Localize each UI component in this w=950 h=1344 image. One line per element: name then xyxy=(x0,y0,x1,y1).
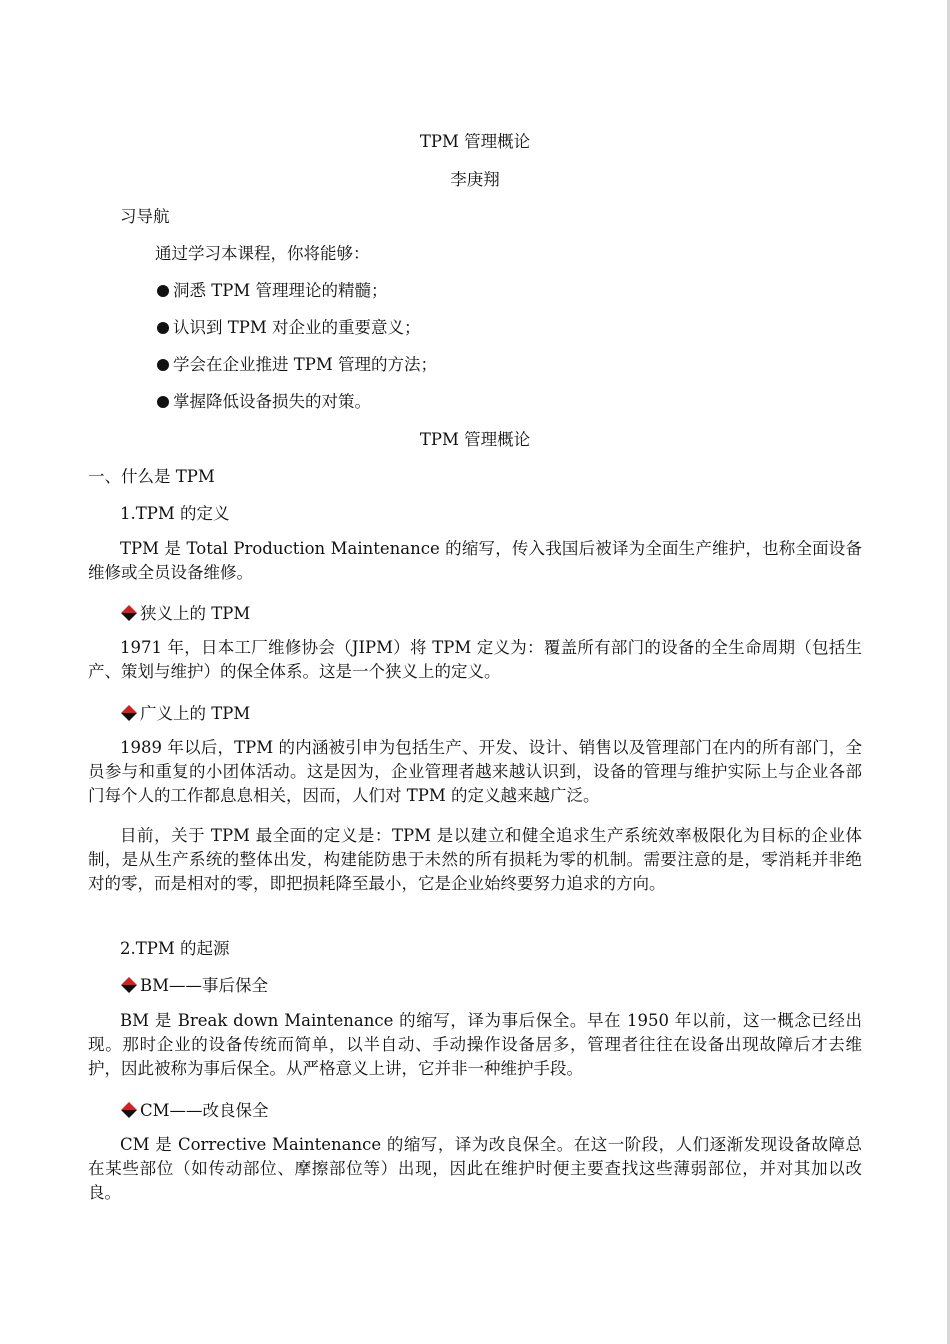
doc-title: TPM 管理概论 xyxy=(419,132,531,151)
heading-definition: 1.TPM 的定义 xyxy=(120,504,230,523)
goal-item: 学会在企业推进 TPM 管理的方法； xyxy=(157,351,437,375)
nav-heading: 习导航 xyxy=(120,207,170,226)
paragraph-cm: CM 是 Corrective Maintenance 的缩写，译为改良保全。在这一阶段，人们逐渐发现设备故障总在某些部位（如传动部位、摩擦部位等）出现，因此在维护时便主要查找这些薄弱部位，并对其加以改良。 xyxy=(88,1135,862,1202)
paragraph-narrow-tpm: 1971 年，日本工厂维修协会（JIPM）将 TPM 定义为：覆盖所有部门的设备的全生命周期（包括生产、策划与维护）的保全体系。这是一个狭义上的定义。 xyxy=(88,638,862,681)
bullet-icon xyxy=(157,359,169,371)
doc-author: 李庚翔 xyxy=(450,170,500,189)
heading-bm: BM——事后保全 xyxy=(120,972,268,996)
diamond-bullet-icon xyxy=(120,704,138,722)
goal-item: 洞悉 TPM 管理理论的精髓； xyxy=(157,277,388,301)
bullet-icon xyxy=(157,285,169,297)
diamond-bullet-icon xyxy=(120,976,138,994)
diamond-bullet-icon xyxy=(120,1101,138,1119)
paragraph-current-definition: 目前，关于 TPM 最全面的定义是：TPM 是以建立和健全追求生产系统效率极限化为目标的企业体制，是从生产系统的整体出发，构建能防患于未然的所有损耗为零的机制。需要注意的是，零消耗并非绝对的零，而是相对的零，即把损耗降至最小，它是企业始终要努力追求的方向。 xyxy=(88,826,862,893)
goal-item: 认识到 TPM 对企业的重要意义； xyxy=(157,314,421,338)
heading-what-is-tpm: 一、什么是 TPM xyxy=(88,467,215,486)
bullet-icon xyxy=(157,396,169,408)
paragraph-broad-tpm: 1989 年以后，TPM 的内涵被引申为包括生产、开发、设计、销售以及管理部门在内的所有部门，全员参与和重复的小团体活动。这是因为，企业管理者越来越认识到，设备的管理与维护实际上与企业各部门每个人的工作都息息相关，因而，人们对 TPM 的定义越来越广泛。 xyxy=(88,738,862,805)
heading-narrow-tpm: 狭义上的 TPM xyxy=(120,600,250,624)
heading-broad-tpm: 广义上的 TPM xyxy=(120,700,250,724)
heading-cm: CM——改良保全 xyxy=(120,1097,269,1121)
nav-intro: 通过学习本课程，你将能够： xyxy=(155,244,370,263)
diamond-bullet-icon xyxy=(120,604,138,622)
paragraph-definition: TPM 是 Total Production Maintenance 的缩写，传入我国后被译为全面生产维护，也称全面设备维修或全员设备维修。 xyxy=(88,539,862,582)
heading-origin: 2.TPM 的起源 xyxy=(120,939,230,958)
paragraph-bm: BM 是 Break down Maintenance 的缩写，译为事后保全。早在 1950 年以前，这一概念已经出现。那时企业的设备传统而简单，以半自动、手动操作设备居多，管理者往往在设备出现故障后才去维护，因此被称为事后保全。从严格意义上讲，它并非一种维护手段。 xyxy=(88,1011,862,1078)
bullet-icon xyxy=(157,322,169,334)
section-title: TPM 管理概论 xyxy=(419,430,531,449)
goal-item: 掌握降低设备损失的对策。 xyxy=(157,388,371,412)
